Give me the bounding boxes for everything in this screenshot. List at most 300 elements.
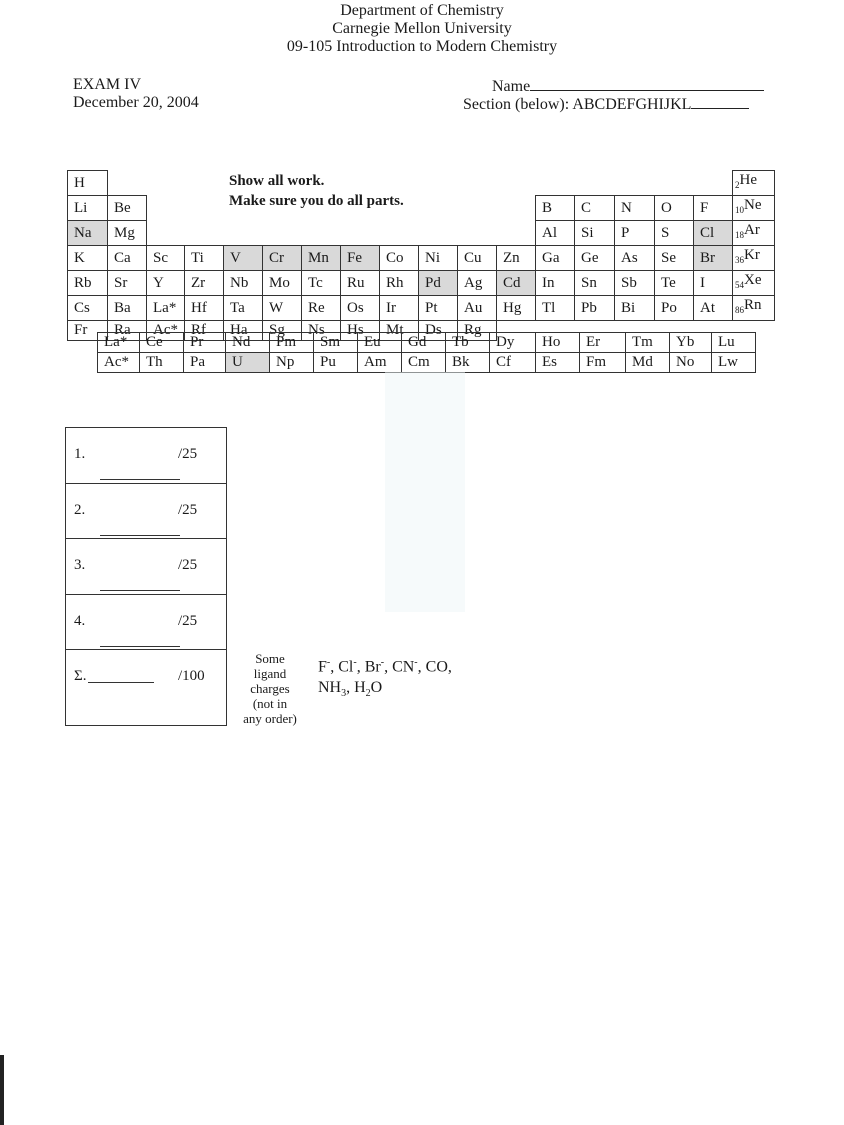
empty-cell — [458, 171, 497, 196]
element-symbol: S — [661, 224, 670, 241]
section-field[interactable] — [463, 94, 749, 114]
element-symbol: Ce — [146, 334, 163, 350]
element-symbol: Rh — [386, 274, 404, 291]
element-symbol: Ta — [230, 299, 245, 316]
element-symbol: Cd — [503, 274, 521, 291]
ligand-br: Br — [364, 658, 381, 676]
empty-cell — [419, 221, 458, 246]
instruction-show-work: Show all work. — [229, 173, 325, 189]
element-symbol: Ac* — [104, 354, 129, 370]
element-ni — [419, 246, 458, 271]
element-symbol: Mo — [269, 274, 290, 291]
element-pd — [419, 271, 458, 296]
element-u — [226, 353, 270, 373]
element-symbol: Al — [542, 224, 557, 241]
element-te — [655, 271, 694, 296]
element-fe — [341, 246, 380, 271]
max-points: /25 — [178, 502, 198, 518]
empty-cell — [419, 196, 458, 221]
element-symbol: Ru — [347, 274, 365, 291]
element-ti — [185, 246, 224, 271]
element-symbol: At — [700, 299, 715, 316]
score-blank[interactable] — [100, 646, 180, 647]
element-symbol: Tl — [542, 299, 556, 316]
ligand-label-line: (not in — [252, 696, 288, 711]
element-symbol: Dy — [496, 334, 515, 350]
element-symbol: Li — [74, 199, 88, 216]
question-number: 4. — [74, 613, 86, 629]
element-symbol: Fm — [586, 354, 607, 370]
element-ta — [224, 296, 263, 321]
element-symbol: W — [269, 299, 284, 316]
element-es — [536, 353, 580, 373]
element-symbol: Mn — [308, 249, 329, 266]
element-ru — [341, 271, 380, 296]
ligand-list — [318, 652, 452, 705]
subscript: 3 — [341, 688, 347, 700]
element-br — [694, 246, 733, 271]
element-symbol: Rf — [191, 322, 206, 338]
element-gd — [402, 333, 446, 353]
empty-cell — [575, 171, 615, 196]
score-blank[interactable] — [100, 590, 180, 591]
element-symbol: Sm — [320, 334, 341, 350]
atomic-number: 2 — [735, 180, 740, 190]
score-blank[interactable] — [100, 479, 180, 480]
element-hg — [497, 296, 536, 321]
element-tm — [626, 333, 670, 353]
max-points: /25 — [178, 613, 198, 629]
score-row — [66, 484, 226, 539]
element-cu — [458, 246, 497, 271]
element-pr — [184, 333, 226, 353]
element-ce — [140, 333, 184, 353]
element-symbol: Lw — [718, 354, 738, 370]
element-symbol: In — [542, 274, 555, 291]
element-symbol: Be — [114, 199, 131, 216]
element-symbol: Eu — [364, 334, 381, 350]
element-lw — [712, 353, 756, 373]
score-box — [65, 427, 227, 726]
element-symbol: Gd — [408, 334, 427, 350]
element-c — [575, 196, 615, 221]
element-al — [536, 221, 575, 246]
element-symbol: I — [700, 274, 705, 291]
element-symbol: Cs — [74, 299, 90, 316]
element-symbol: Sr — [114, 274, 128, 291]
element-symbol: Se — [661, 249, 676, 266]
question-number: 2. — [74, 502, 86, 518]
element-symbol: Nb — [230, 274, 249, 291]
element-ir — [380, 296, 419, 321]
element-symbol: Md — [632, 354, 653, 370]
series-row — [98, 333, 756, 353]
score-row — [66, 539, 226, 595]
element-symbol: Re — [308, 299, 325, 316]
empty-cell — [302, 221, 341, 246]
element-tc — [302, 271, 341, 296]
ligand-label-line: any order) — [243, 711, 297, 726]
element-symbol: U — [232, 354, 243, 370]
element-re — [302, 296, 341, 321]
max-points: /25 — [178, 446, 198, 462]
element-bk — [446, 353, 490, 373]
element-bi — [615, 296, 655, 321]
element-symbol: Po — [661, 299, 677, 316]
element-fm — [580, 353, 626, 373]
element-symbol: Ar — [744, 222, 760, 238]
element-symbol: V — [230, 249, 241, 266]
element-cl — [694, 221, 733, 246]
subscript: 2 — [365, 688, 371, 700]
score-row — [66, 650, 226, 726]
exam-date: December 20, 2004 — [73, 94, 199, 111]
name-blank[interactable] — [530, 76, 764, 91]
element-symbol: Ho — [542, 334, 561, 350]
element-symbol: Tc — [308, 274, 323, 291]
lanthanide-actinide-table — [97, 332, 756, 373]
name-label: Name — [492, 78, 531, 95]
element-symbol: Ne — [744, 197, 762, 213]
element-symbol: Cu — [464, 249, 482, 266]
element-symbol: Zr — [191, 274, 206, 291]
element-symbol: C — [581, 199, 592, 216]
element-he — [733, 171, 775, 196]
element-symbol: Am — [364, 354, 387, 370]
element-pu — [314, 353, 358, 373]
score-row — [66, 595, 226, 650]
element-symbol: Sn — [581, 274, 597, 291]
element-symbol: Hf — [191, 299, 207, 316]
element-ag — [458, 271, 497, 296]
element-symbol: Ir — [386, 299, 396, 316]
element-nb — [224, 271, 263, 296]
ligand-cn: CN — [392, 658, 415, 676]
series-row — [98, 353, 756, 373]
element-symbol: Pa — [190, 354, 205, 370]
element-symbol: La* — [153, 299, 177, 316]
charge: - — [380, 657, 385, 668]
element-mo — [263, 271, 302, 296]
ligand-line-1: F-, Cl-, Br-, CN-, CO, — [318, 657, 452, 676]
empty-cell — [185, 221, 224, 246]
element-symbol: Pr — [190, 334, 204, 350]
element-symbol: Br — [700, 249, 715, 266]
element-b — [536, 196, 575, 221]
element-tb — [446, 333, 490, 353]
element-ne — [733, 196, 775, 221]
element-symbol: Rn — [744, 297, 762, 313]
ligand-label-line: Some — [255, 651, 285, 666]
periodic-row — [68, 171, 775, 196]
element-symbol: B — [542, 199, 553, 216]
element-zn — [497, 246, 536, 271]
element-symbol: N — [621, 199, 632, 216]
element-zr — [185, 271, 224, 296]
empty-cell — [497, 196, 536, 221]
ligand-line-2: $NH_3$, $H_2O$ — [318, 679, 383, 700]
element-cd — [497, 271, 536, 296]
element-s — [655, 221, 694, 246]
empty-cell — [224, 221, 263, 246]
element-dy — [490, 333, 536, 353]
element-symbol: Ns — [308, 322, 325, 338]
element-symbol: Es — [542, 354, 557, 370]
element-k — [68, 246, 108, 271]
element-sc — [147, 246, 185, 271]
ligand-label-line: ligand — [253, 666, 287, 681]
scan-edge-mark — [0, 1055, 4, 1125]
empty-cell — [458, 196, 497, 221]
element-rn — [733, 296, 775, 321]
element-symbol: Lu — [718, 334, 735, 350]
element-cs — [68, 296, 108, 321]
element-au — [458, 296, 497, 321]
element-pa — [184, 353, 226, 373]
periodic-row — [68, 196, 775, 221]
element-hf — [185, 296, 224, 321]
max-points: /100 — [178, 668, 205, 684]
question-number: 1. — [74, 446, 86, 462]
element-ac — [98, 353, 140, 373]
element-symbol: Ag — [464, 274, 483, 291]
ligand-co: CO, — [425, 658, 452, 676]
empty-cell — [615, 171, 655, 196]
element-sb — [615, 271, 655, 296]
element-at — [694, 296, 733, 321]
element-ba — [108, 296, 147, 321]
empty-cell — [263, 221, 302, 246]
element-f — [694, 196, 733, 221]
element-symbol: Tb — [452, 334, 469, 350]
element-po — [655, 296, 694, 321]
atomic-number: 10 — [735, 205, 744, 215]
element-yb — [670, 333, 712, 353]
element-no — [670, 353, 712, 373]
element-sn — [575, 271, 615, 296]
element-ho — [536, 333, 580, 353]
element-si — [575, 221, 615, 246]
periodic-table — [67, 170, 775, 341]
element-o — [655, 196, 694, 221]
ligand-label-line: charges — [250, 681, 290, 696]
element-be — [108, 196, 147, 221]
element-n — [615, 196, 655, 221]
element-cf — [490, 353, 536, 373]
element-symbol: O — [661, 199, 672, 216]
element-symbol: F — [700, 199, 709, 216]
atomic-number: 86 — [735, 305, 744, 315]
course-title: 09-105 Introduction to Modern Chemistry — [286, 38, 558, 55]
element-mn — [302, 246, 341, 271]
atomic-number: 18 — [735, 230, 744, 240]
element-symbol: Rg — [464, 322, 482, 338]
element-h — [68, 171, 108, 196]
empty-cell — [497, 221, 536, 246]
element-symbol: Bi — [621, 299, 636, 316]
empty-cell — [185, 196, 224, 221]
element-symbol: Au — [464, 299, 483, 316]
charge: - — [326, 657, 331, 668]
element-w — [263, 296, 302, 321]
element-ge — [575, 246, 615, 271]
score-row — [66, 428, 226, 484]
element-mg — [108, 221, 147, 246]
ligand-cl: Cl — [338, 658, 354, 676]
element-y — [147, 271, 185, 296]
score-blank[interactable] — [100, 535, 180, 536]
empty-cell — [458, 221, 497, 246]
element-symbol: Fe — [347, 249, 362, 266]
empty-cell — [147, 171, 185, 196]
element-symbol: Cm — [408, 354, 430, 370]
element-symbol: Hs — [347, 322, 364, 338]
element-symbol: Sc — [153, 249, 168, 266]
charge: - — [353, 657, 357, 668]
element-symbol: Co — [386, 249, 404, 266]
empty-cell — [497, 171, 536, 196]
element-symbol: Y — [153, 274, 164, 291]
element-symbol: Pb — [581, 299, 597, 316]
atomic-number: 54 — [735, 280, 744, 290]
ligand-h2o-o: O — [370, 679, 383, 697]
element-symbol: Te — [661, 274, 676, 291]
periodic-row — [68, 246, 775, 271]
element-symbol: Pm — [276, 334, 297, 350]
element-symbol: Fr — [74, 322, 88, 338]
element-sr — [108, 271, 147, 296]
element-pm — [270, 333, 314, 353]
element-as — [615, 246, 655, 271]
empty-cell — [185, 171, 224, 196]
element-symbol: Ca — [114, 249, 131, 266]
element-symbol: Zn — [503, 249, 520, 266]
element-symbol: Sg — [269, 322, 285, 338]
element-symbol: Xe — [744, 272, 762, 288]
element-symbol: As — [621, 249, 638, 266]
element-v — [224, 246, 263, 271]
element-symbol: Ra — [114, 322, 131, 338]
scan-artifact — [385, 372, 465, 612]
periodic-row — [68, 221, 775, 246]
element-np — [270, 353, 314, 373]
max-points: /25 — [178, 557, 198, 573]
element-na — [68, 221, 108, 246]
element-symbol: Ni — [425, 249, 440, 266]
empty-cell — [380, 221, 419, 246]
department-title: Department of Chemistry — [340, 2, 504, 19]
element-pb — [575, 296, 615, 321]
element-symbol: He — [739, 172, 757, 188]
element-symbol: Cr — [269, 249, 284, 266]
element-la — [147, 296, 185, 321]
element-symbol: La* — [104, 334, 128, 350]
element-symbol: Mt — [386, 322, 404, 338]
element-symbol: Np — [276, 354, 295, 370]
element-symbol: Mg — [114, 224, 135, 241]
score-blank[interactable] — [88, 682, 154, 683]
element-symbol: Ti — [191, 249, 204, 266]
element-am — [358, 353, 402, 373]
empty-cell — [536, 171, 575, 196]
element-li — [68, 196, 108, 221]
element-symbol: Kr — [744, 247, 760, 263]
element-symbol: Pd — [425, 274, 441, 291]
empty-cell — [341, 221, 380, 246]
element-symbol: Sb — [621, 274, 637, 291]
element-symbol: Pt — [425, 299, 438, 316]
element-symbol: Cl — [700, 224, 715, 241]
section-label: Section (below): ABCDEFGHIJKL — [463, 96, 692, 113]
element-kr — [733, 246, 775, 271]
element-tl — [536, 296, 575, 321]
element-symbol: Ba — [114, 299, 131, 316]
ligand-f: F — [318, 658, 327, 676]
empty-cell — [108, 171, 147, 196]
element-symbol: K — [74, 249, 85, 266]
charge: - — [414, 657, 418, 668]
element-symbol: H — [74, 174, 85, 191]
element-ar — [733, 221, 775, 246]
element-co — [380, 246, 419, 271]
element-i — [694, 271, 733, 296]
element-lu — [712, 333, 756, 353]
ligand-label — [232, 651, 308, 726]
element-eu — [358, 333, 402, 353]
name-field[interactable] — [492, 76, 764, 96]
element-rb — [68, 271, 108, 296]
empty-cell — [655, 171, 694, 196]
element-symbol: Bk — [452, 354, 470, 370]
university-title: Carnegie Mellon University — [332, 20, 512, 37]
atomic-number: 36 — [735, 255, 744, 265]
empty-cell — [147, 221, 185, 246]
element-symbol: Nd — [232, 334, 251, 350]
element-nd — [226, 333, 270, 353]
element-symbol: Th — [146, 354, 163, 370]
instruction-all-parts: Make sure you do all parts. — [229, 193, 404, 209]
element-pt — [419, 296, 458, 321]
element-sm — [314, 333, 358, 353]
question-number: Σ. — [74, 668, 87, 684]
element-symbol: Ac* — [153, 322, 178, 338]
periodic-row — [68, 296, 775, 321]
element-os — [341, 296, 380, 321]
element-symbol: Ge — [581, 249, 599, 266]
ligand-nh3: NH — [318, 679, 342, 697]
element-symbol: Pu — [320, 354, 336, 370]
element-symbol: P — [621, 224, 630, 241]
element-rh — [380, 271, 419, 296]
empty-cell — [419, 171, 458, 196]
element-cm — [402, 353, 446, 373]
element-symbol: Ds — [425, 322, 442, 338]
exam-title: EXAM IV — [73, 76, 141, 93]
element-la — [98, 333, 140, 353]
section-blank[interactable] — [691, 94, 749, 109]
element-in — [536, 271, 575, 296]
element-ca — [108, 246, 147, 271]
element-er — [580, 333, 626, 353]
element-symbol: Er — [586, 334, 601, 350]
periodic-row — [68, 271, 775, 296]
element-md — [626, 353, 670, 373]
element-symbol: Si — [581, 224, 594, 241]
element-ga — [536, 246, 575, 271]
element-symbol: Ha — [230, 322, 248, 338]
element-symbol: Tm — [632, 334, 653, 350]
element-xe — [733, 271, 775, 296]
